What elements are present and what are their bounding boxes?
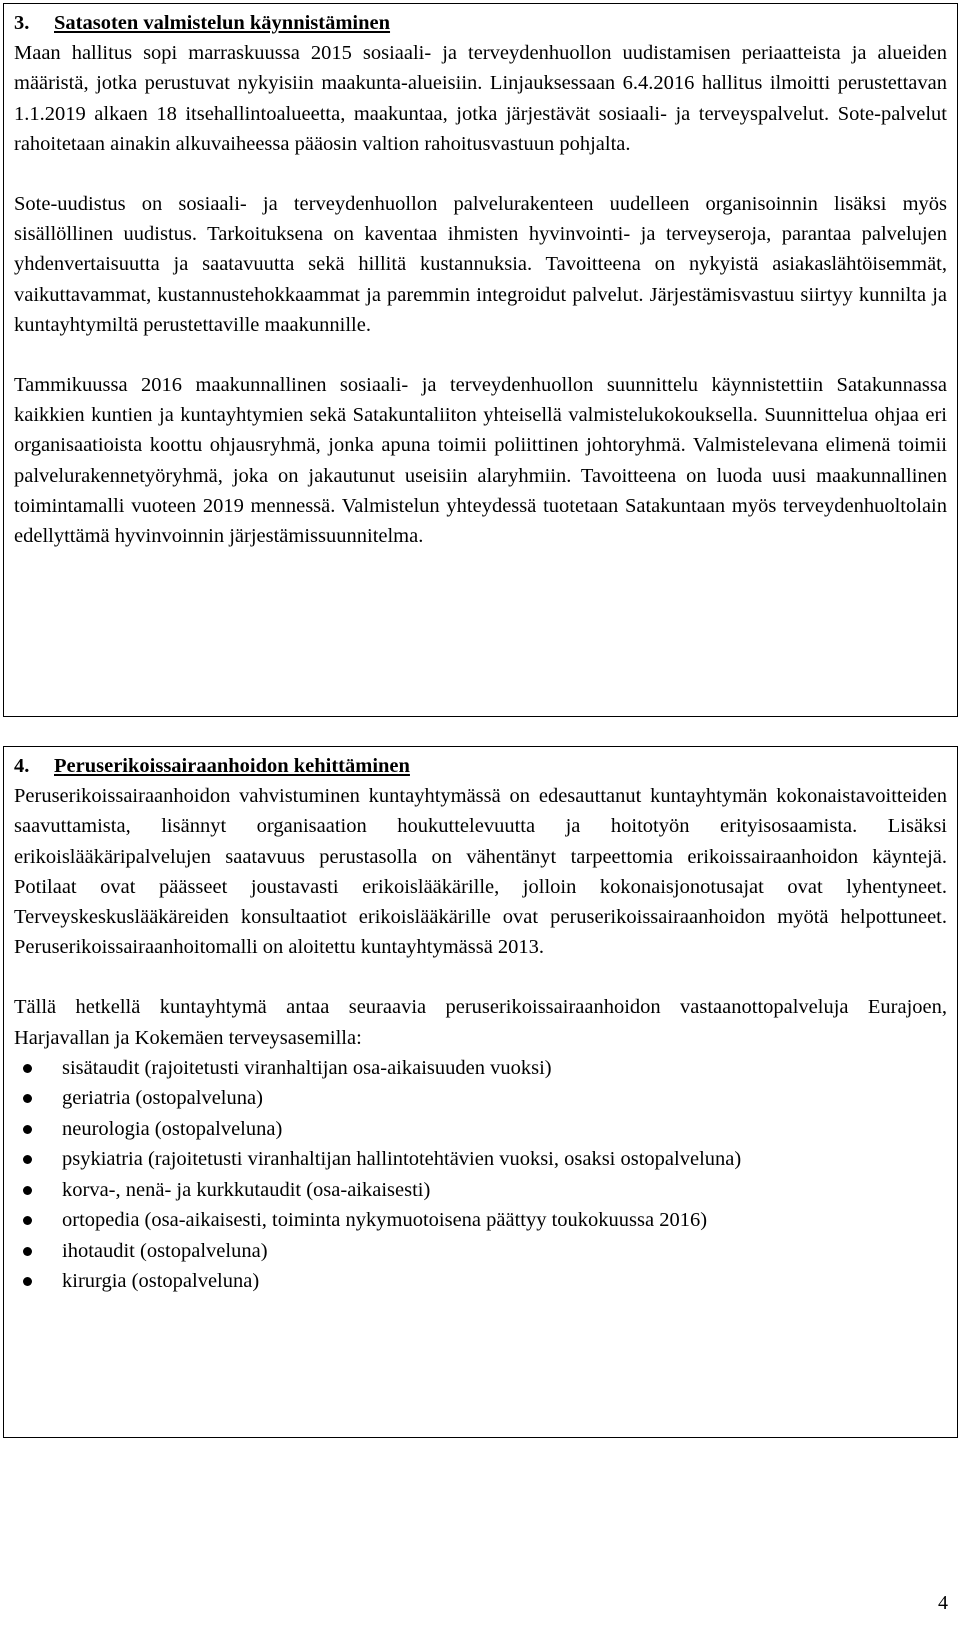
list-item: sisätaudit (rajoitetusti viranhaltijan osa-aikaisuuden vuoksi) [14, 1053, 947, 1084]
service-list [14, 1053, 947, 1297]
list-item: psykiatria (rajoitetusti viranhaltijan hallintotehtävien vuoksi, osaksi ostopalveluna) [14, 1144, 947, 1175]
list-item: ihotaudit (ostopalveluna) [14, 1236, 947, 1267]
list-item: ortopedia (osa-aikaisesti, toiminta nykymuotoisena päättyy toukokuussa 2016) [14, 1205, 947, 1236]
section-3-heading [14, 8, 947, 38]
section-4-paragraph: Tällä hetkellä kuntayhtymä antaa seuraavia peruserikoissairaanhoidon vastaanottopalveluja Eurajoen, Harjavallan ja Kokemäen terveysasemilla: [14, 996, 947, 1049]
section-4-title: Peruserikoissairaanhoidon kehittäminen [54, 755, 410, 777]
list-item: neurologia (ostopalveluna) [14, 1114, 947, 1145]
list-item: geriatria (ostopalveluna) [14, 1083, 947, 1114]
section-4-paragraph: Peruserikoissairaanhoidon vahvistuminen kuntayhtymässä on edesauttanut kuntayhtymän kokonaistavoitteiden saavuttamista, lisännyt organisaation houkuttelevuutta ja hoitotyön erityisosaamista. Lisäksi erikoislääkäripalvelujen saatavuus perustasolla on vähentänyt tarpeettomia erikoissairaanhoidon käyntejä. Potilaat ovat päässeet joustavasti erikoislääkärille, jolloin kokonaisjonotusajat ovat lyhentyneet. Terveyskeskuslääkäreiden konsultaatiot erikoislääkärille ovat peruserikoissairaanhoidon myötä helpottuneet. Peruserikoissairaanhoitomalli on aloitettu kuntayhtymässä 2013. [14, 785, 947, 959]
page-number: 4 [938, 1592, 948, 1614]
section-4-heading [14, 751, 947, 781]
section-4-number: 4. [14, 755, 30, 777]
section-3-paragraph: Tammikuussa 2016 maakunnallinen sosiaali- ja terveydenhuollon suunnittelu käynnistettiin Satakunnassa kaikkien kuntien ja kuntayhtymien sekä Satakuntaliiton yhteisellä valmistelukokouksella. Suunnittelua ohjaa eri organisaatioista koottu ohjausryhmä, jonka apuna toimii poliittinen johtoryhmä. Valmistelevana elimenä toimii palvelurakennetyöryhmä, joka on jakautunut useisiin alaryhmiin. Tavoitteena on luoda uusi maakunnallinen toimintamalli vuoteen 2019 mennessä. Valmistelun yhteydessä tuotetaan Satakuntaan myös terveydenhuoltolain edellyttämä hyvinvoinnin järjestämissuunnitelma. [14, 374, 947, 548]
section-3-title: Satasoten valmistelun käynnistäminen [54, 12, 391, 34]
section-3-paragraph: Sote-uudistus on sosiaali- ja terveydenhuollon palvelurakenteen uudelleen organisoinnin lisäksi myös sisällöllinen uudistus. Tarkoituksena on kaventaa ihmisten hyvinvointi- ja terveyseroja, parantaa palvelujen yhdenvertaisuutta ja saatavuutta sekä hillitä kustannuksia. Tavoitteena on nykyistä asiakaslähtöisemmät, vaikuttavammat, kustannustehokkaammat ja paremmin integroidut palvelut. Järjestämisvastuu siirtyy kunnilta ja kuntayhtymiltä perustettaville maakunnille. [14, 193, 947, 336]
section-3-paragraph: Maan hallitus sopi marraskuussa 2015 sosiaali- ja terveydenhuollon uudistamisen periaatteista ja alueiden määristä, jotka perustuvat nykyisiin maakunta-alueisiin. Linjauksessaan 6.4.2016 hallitus ilmoitti perustettavan 1.1.2019 alkaen 18 itsehallintoalueetta, maakuntaa, jotka järjestävät sosiaali- ja terveyspalvelut. Sote-palvelut rahoitetaan ainakin alkuvaiheessa pääosin valtion rahoitusvastuun pohjalta. [14, 42, 947, 155]
section-3-number: 3. [14, 12, 30, 34]
list-item: kirurgia (ostopalveluna) [14, 1266, 947, 1297]
section-4-box [3, 746, 958, 1438]
section-3-box [3, 3, 958, 717]
list-item: korva-, nenä- ja kurkkutaudit (osa-aikaisesti) [14, 1175, 947, 1206]
